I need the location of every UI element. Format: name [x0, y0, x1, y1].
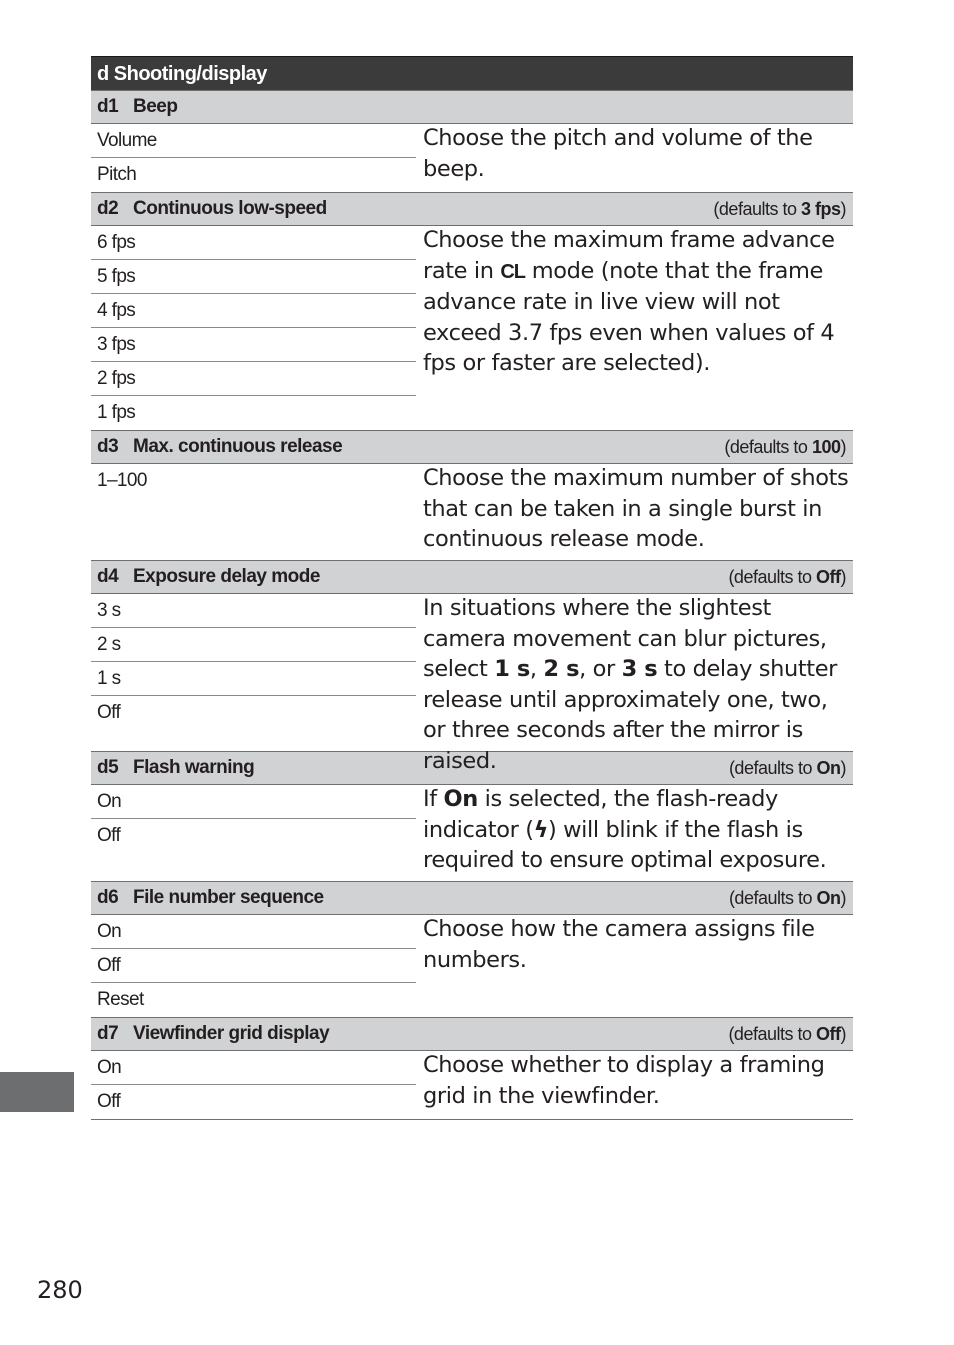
- section-description: Choose the maximum frame advance rate in CL mode (note that the frame advance rate in live view will not exceed 3.7 fps even when values of 4 fps or faster are selected).: [423, 227, 835, 377]
- options-list: [91, 124, 416, 192]
- default-value: Off: [816, 1023, 841, 1044]
- section-code: d7: [97, 1023, 119, 1044]
- default-note: (defaults to On): [728, 757, 846, 778]
- option-item: On: [91, 1051, 416, 1085]
- option-item: 1–100: [97, 470, 147, 491]
- option-item: 3 fps: [91, 328, 416, 362]
- options-list: [91, 1051, 416, 1119]
- option-item: Volume: [91, 124, 416, 158]
- option-item: 2 fps: [91, 362, 416, 396]
- option-item: 2 s: [91, 628, 416, 662]
- option-item: On: [91, 915, 416, 949]
- section-body-d2: [91, 226, 853, 430]
- chapter-side-tab: [0, 1072, 74, 1112]
- default-note: (defaults to On): [728, 887, 846, 908]
- section-description: Choose the maximum number of shots that can be taken in a single burst in continuous release mode.: [423, 465, 849, 553]
- section-title: Viewfinder grid display: [133, 1023, 330, 1044]
- section-code: d1: [97, 96, 119, 117]
- options-list: [91, 464, 416, 560]
- option-item: Reset: [97, 989, 144, 1010]
- default-note: (defaults to Off): [728, 566, 846, 587]
- section-title: Continuous low-speed: [133, 198, 327, 219]
- option-item: Off: [97, 702, 121, 723]
- default-note: (defaults to 100): [724, 436, 846, 457]
- section-body-d1: [91, 124, 853, 192]
- cl-mode-icon: CL: [500, 260, 525, 283]
- option-item: 5 fps: [91, 260, 416, 294]
- options-list: [91, 226, 416, 430]
- section-title: Beep: [133, 96, 178, 117]
- option-item: Off: [97, 1091, 121, 1112]
- section-code: d2: [97, 198, 119, 219]
- section-description: In situations where the slightest camera movement can blur pictures, select 1 s, 2 s, or 3 s to delay shutter release until approximately one, two, or three seconds after the mirror is raised.: [423, 595, 837, 774]
- option-item: Pitch: [97, 164, 137, 185]
- section-header-d7: [91, 1017, 853, 1051]
- section-code: d3: [97, 436, 119, 457]
- default-note: (defaults to Off): [728, 1023, 846, 1044]
- section-title: Flash warning: [133, 757, 255, 778]
- default-value: 100: [811, 436, 841, 457]
- flash-ready-icon: ϟ: [533, 816, 549, 843]
- default-value: On: [816, 887, 841, 908]
- options-list: [91, 785, 416, 881]
- option-item: 4 fps: [91, 294, 416, 328]
- table-bottom-rule: [91, 1119, 853, 1120]
- section-code: d5: [97, 757, 119, 778]
- default-note: (defaults to 3 fps): [713, 198, 846, 219]
- section-header-d3: [91, 430, 853, 464]
- section-body-d3: [91, 464, 853, 560]
- option-item: Off: [97, 825, 121, 846]
- section-title: File number sequence: [133, 887, 324, 908]
- default-value: On: [816, 757, 841, 778]
- option-item: 1 s: [91, 662, 416, 696]
- option-item: Off: [91, 949, 416, 983]
- section-description: Choose the pitch and volume of the beep.: [423, 125, 813, 182]
- option-item: On: [91, 785, 416, 819]
- section-header-d2: [91, 192, 853, 226]
- options-list: [91, 594, 416, 751]
- section-header-d1: [91, 90, 853, 124]
- section-description: If On is selected, the flash-ready indicator (ϟ) will blink if the flash is required to ensure optimal exposure.: [423, 786, 827, 874]
- section-code: d4: [97, 566, 119, 587]
- section-code: d6: [97, 887, 119, 908]
- section-title: Exposure delay mode: [133, 566, 320, 587]
- table-main-header: d Shooting/display: [91, 56, 853, 90]
- section-body-d5: [91, 785, 853, 881]
- section-title: Max. continuous release: [133, 436, 343, 457]
- section-body-d7: [91, 1051, 853, 1119]
- option-item: 3 s: [91, 594, 416, 628]
- option-item: 6 fps: [91, 226, 416, 260]
- default-value: Off: [816, 566, 841, 587]
- section-header-d4: [91, 560, 853, 594]
- section-description: Choose how the camera assigns file numbers.: [423, 916, 815, 973]
- section-description: Choose whether to display a framing grid in the viewfinder.: [423, 1052, 825, 1109]
- section-header-d6: [91, 881, 853, 915]
- options-list: [91, 915, 416, 1017]
- section-body-d6: [91, 915, 853, 1017]
- option-item: 1 fps: [97, 402, 136, 423]
- default-value: 3 fps: [800, 198, 841, 219]
- page-number: 280: [37, 1276, 83, 1304]
- custom-settings-table: [91, 56, 853, 1120]
